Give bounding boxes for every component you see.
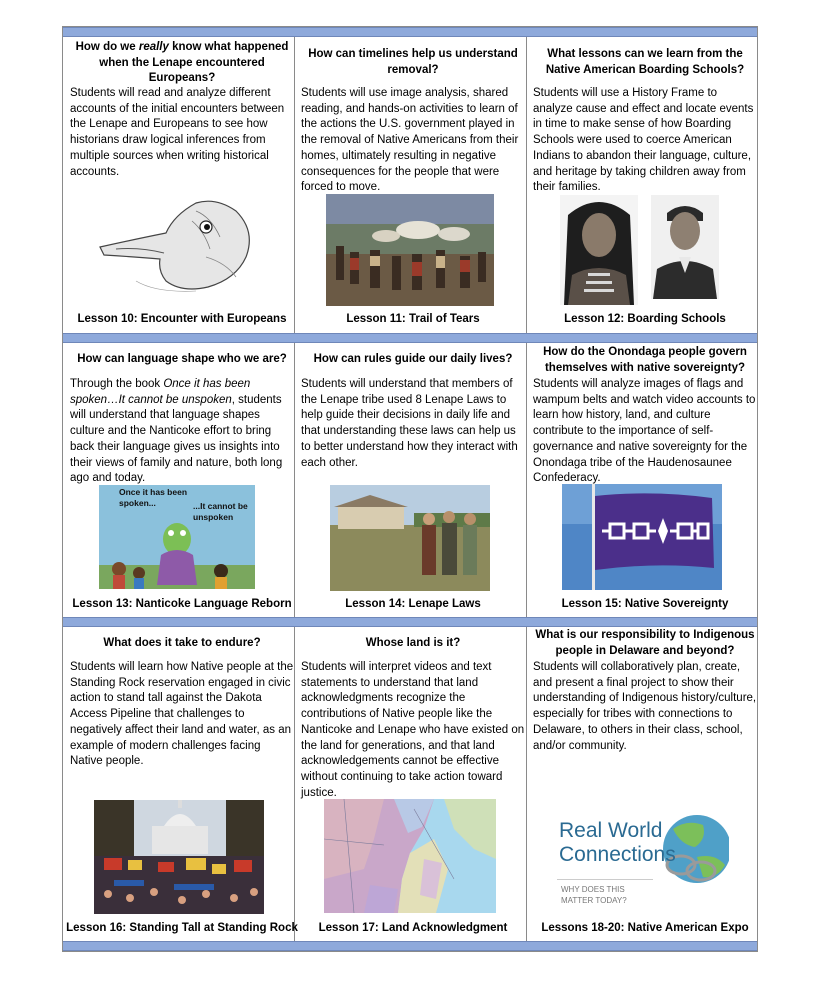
lesson-label: Lesson 15: Native Sovereignty [561,598,729,610]
lesson-card [301,37,525,333]
lesson-description: Students will analyze images of flags and wampum belts and watch video accounts to learn how history, land, and culture contribute to the importance of self-governance and native sovereignty for the Onondaga tribe of the Haudenosaunee Confederacy. [533,378,756,485]
row-divider-band [63,333,757,343]
book-cover-title: Once it has been spoken... [119,487,188,508]
land-acknowledgment-map [324,799,496,913]
lesson-card [66,627,298,941]
lesson-description: Through the book Once it has been spoken…It cannot be unspoken, students will understand that language shapes culture and the Nanticoke effort to bring back their language gives us insights into their views of family and nature, both long ago and today. [70,378,283,485]
haudenosaunee-flag-image [562,484,722,590]
lesson-question: What does it take to endure? [103,637,261,649]
lesson-description: Students will interpret videos and text statements to understand that land acknowledgments recognize the contributions of Native people like the Nanticoke and Lenape who have existed on the land for generations, and that land acknowledgements cannot be effective without continuing to take action toward justice. [301,661,525,799]
lesson-card [533,37,757,333]
lesson-question: How do the Onondaga people govern themselves with native sovereignty? [543,346,747,374]
lesson-question: What lessons can we learn from the Native American Boarding Schools? [545,48,745,76]
lesson-card [301,627,525,941]
lesson-label: Lesson 14: Lenape Laws [345,598,481,610]
people-outdoors-illustration [330,485,490,591]
lesson-question: Whose land is it? [365,637,461,649]
column-divider [526,37,527,333]
graphic-subtitle-line-1: WHY DOES THIS [561,885,625,894]
lesson-grid [62,26,758,952]
lesson-card [301,343,525,617]
lesson-description: Students will learn how Native people at the Standing Rock reservation engaged in civic action to stand tall against the Dakota Access Pipeline that challenges to negatively affect their land and water, as an example of modern challenges facing Native people. [70,661,294,768]
lesson-label: Lesson 12: Boarding Schools [564,313,726,325]
map-illustration [324,799,496,913]
duck-rabbit-illustration [96,197,256,297]
lesson-card [70,37,294,333]
duck-rabbit-image [96,197,256,297]
column-divider [294,627,295,941]
trail-of-tears-illustration [326,194,494,306]
standing-rock-protest-photo [94,800,264,914]
lenape-laws-photo [330,485,490,591]
lesson-question: How can timelines help us understand removal? [308,48,518,76]
lesson-description: Students will use a History Frame to analyze cause and effect and locate events in time to make sense of how Boarding Schools were used to coerce American Indians to abandon their language, culture, and heritage by taking children away from their families. [533,87,754,194]
graphic-title-line-1: Real World [559,819,663,842]
portrait-after-illustration [651,195,719,299]
row-divider-band [63,617,757,627]
lesson-card [70,343,294,617]
lesson-card [533,627,757,941]
lesson-question: How can language shape who we are? [77,353,287,365]
lesson-label: Lessons 18-20: Native American Expo [541,922,749,934]
portrait-before-illustration [560,195,638,305]
header-band [63,27,757,37]
lesson-question: How do we really know what happened when the Lenape encountered Europeans? [75,41,289,84]
lesson-question: What is our responsibility to Indigenous people in Delaware and beyond? [535,629,755,657]
lesson-label: Lesson 11: Trail of Tears [346,313,480,325]
lesson-description: Students will collaboratively plan, create, and present a final project to show their understanding of Indigenous history/culture, especially for tribes with connections to Delaware, to others in their class, school, and/or community. [533,661,757,752]
trail-of-tears-painting [326,194,494,306]
lesson-label: Lesson 17: Land Acknowledgment [318,922,508,934]
lesson-label: Lesson 10: Encounter with Europeans [77,313,287,325]
boarding-school-photo-after [651,195,719,299]
graphic-subtitle-line-2: MATTER TODAY? [561,896,627,905]
lesson-description: Students will understand that members of the Lenape tribe used 8 Lenape Laws to help guide their decisions in daily life and that understanding these laws can help us to better understand how they interact with each other. [301,378,518,469]
column-divider [294,37,295,333]
lesson-question: How can rules guide our daily lives? [313,353,513,365]
column-divider [526,627,527,941]
boarding-school-photo-before [560,195,638,305]
column-divider [526,343,527,617]
lesson-card [533,343,757,617]
footer-band [63,941,757,951]
protest-illustration [94,800,264,914]
column-divider [294,343,295,617]
book-cover-subtitle: ...It cannot be unspoken [193,501,248,522]
graphic-title-line-2: Connections [559,843,676,866]
lesson-label: Lesson 13: Nanticoke Language Reborn [72,598,292,610]
lesson-description: Students will use image analysis, shared reading, and hands-on activities to learn of the actions the U.S. government played in the removal of Native Americans from their homes, ultimately resulting in negative consequences for the people that were forced to move. [301,87,519,194]
real-world-connections-graphic [557,799,729,913]
lesson-label: Lesson 16: Standing Tall at Standing Rock [66,922,298,934]
lesson-description: Students will read and analyze different accounts of the initial encounters between the Lenape and Europeans to see how historians draw logical inferences from multiple sources when writing historical accounts. [70,87,285,178]
flag-illustration [562,484,722,590]
book-cover-image [99,485,255,589]
